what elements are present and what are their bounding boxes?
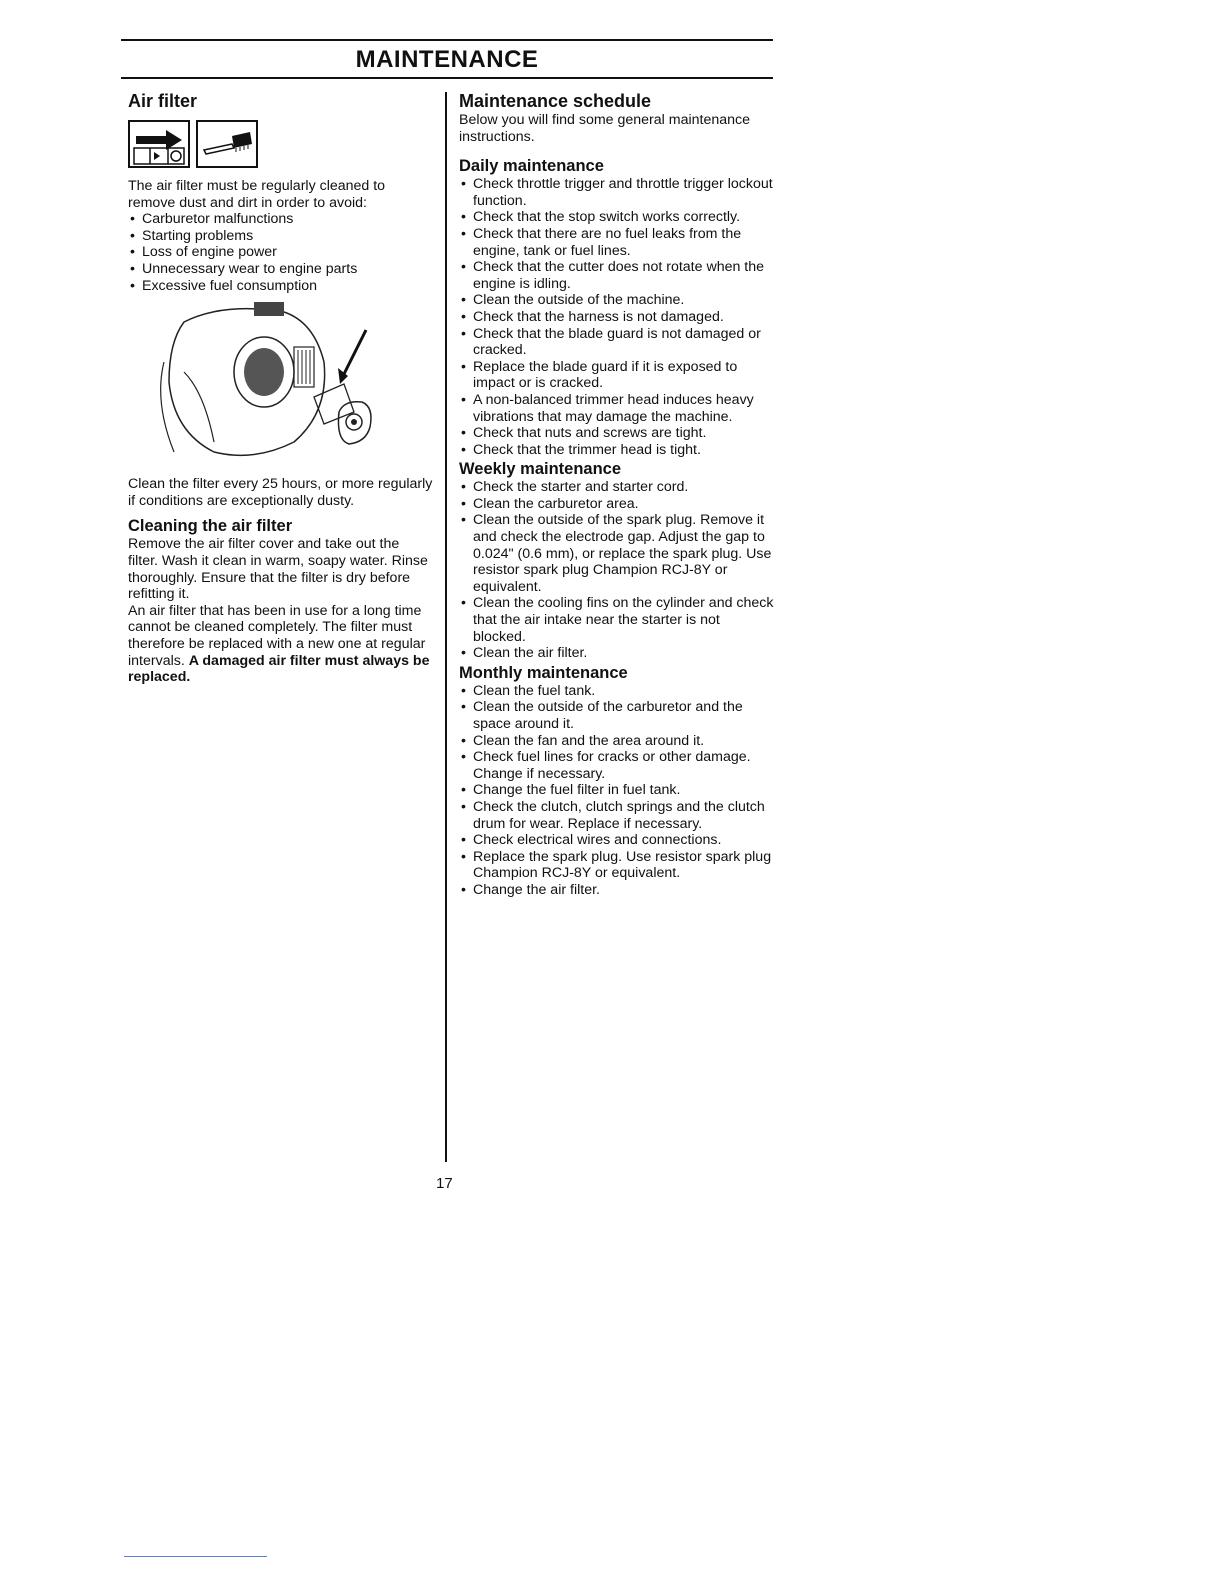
right-column xyxy=(459,90,774,899)
list-item: • Check that the stop switch works correctly. xyxy=(459,209,774,226)
footer-line xyxy=(124,1556,267,1557)
list-item: • Check electrical wires and connections. xyxy=(459,832,774,849)
header-rule-bottom xyxy=(121,77,773,79)
list-item: • Replace the spark plug. Use resistor spark plug Champion RCJ-8Y or equivalent. xyxy=(459,849,774,882)
air-filter-intro: The air filter must be regularly cleaned to remove dust and dirt in order to avoid: xyxy=(128,178,386,211)
cleaning-text: Remove the air filter cover and take out the filter. Wash it clean in warm, soapy water. Rinse thoroughly. Ensure that the filter is dry before refitting it. xyxy=(128,536,428,603)
list-item: • Check that the blade guard is not damaged or cracked. xyxy=(459,326,774,359)
list-item: • Clean the outside of the spark plug. Remove it and check the electrode gap. Adjust the gap to 0.024" (0.6 mm), or replace the spark plug. Use resistor spark plug Champion RCJ-8Y or equivalent. xyxy=(459,512,774,595)
list-item: • Starting problems xyxy=(128,228,433,245)
brush-icon xyxy=(196,120,258,168)
list-item: • Check that the cutter does not rotate when the engine is idling. xyxy=(459,259,774,292)
list-item: • Check that there are no fuel leaks from the engine, tank or fuel lines. xyxy=(459,226,774,259)
avoid-list xyxy=(128,211,433,294)
list-item: • Check throttle trigger and throttle trigger lockout function. xyxy=(459,176,774,209)
daily-list xyxy=(459,176,774,458)
list-item: • Check the clutch, clutch springs and the clutch drum for wear. Replace if necessary. xyxy=(459,799,774,832)
left-column xyxy=(128,90,433,686)
list-item: • Clean the cooling fins on the cylinder and check that the air intake near the starter is not blocked. xyxy=(459,595,774,645)
long-use-text xyxy=(128,603,433,686)
long-use-bold: A damaged air filter must always be replaced. xyxy=(128,652,430,686)
clean-interval-text: Clean the filter every 25 hours, or more regularly if conditions are exceptionally dusty. xyxy=(128,476,433,509)
list-item: • Clean the fan and the area around it. xyxy=(459,733,774,750)
list-item: • Unnecessary wear to engine parts xyxy=(128,261,433,278)
list-item: • Check that the harness is not damaged. xyxy=(459,309,774,326)
arrow-book-icon xyxy=(128,120,190,168)
column-divider xyxy=(445,92,447,1162)
list-item: • Change the air filter. xyxy=(459,882,774,899)
page-title: MAINTENANCE xyxy=(355,46,539,73)
air-filter-illustration xyxy=(144,302,384,472)
list-item: • Clean the outside of the machine. xyxy=(459,292,774,309)
weekly-heading: Weekly maintenance xyxy=(459,460,622,479)
list-item: • Carburetor malfunctions xyxy=(128,211,433,228)
monthly-heading: Monthly maintenance xyxy=(459,663,628,682)
list-item: • Clean the carburetor area. xyxy=(459,496,774,513)
header-rule-top xyxy=(121,39,773,41)
monthly-list xyxy=(459,683,774,899)
cleaning-heading: Cleaning the air filter xyxy=(128,517,293,536)
list-item: • Excessive fuel consumption xyxy=(128,278,433,295)
page-number: 17 xyxy=(436,1175,453,1192)
list-item: • Change the fuel filter in fuel tank. xyxy=(459,782,774,799)
list-item: • Check fuel lines for cracks or other damage. Change if necessary. xyxy=(459,749,774,782)
list-item: • Check that nuts and screws are tight. xyxy=(459,425,774,442)
daily-heading: Daily maintenance xyxy=(459,157,604,176)
list-item: • Replace the blade guard if it is exposed to impact or is cracked. xyxy=(459,359,774,392)
weekly-list xyxy=(459,479,774,662)
list-item: • Clean the outside of the carburetor and the space around it. xyxy=(459,699,774,732)
list-item: • Loss of engine power xyxy=(128,244,433,261)
long-use-regular: An air filter that has been in use for a long time cannot be cleaned completely. The filter must therefore be replaced with a new one at regular intervals. xyxy=(128,602,426,669)
schedule-heading: Maintenance schedule xyxy=(459,91,652,111)
list-item: • A non-balanced trimmer head induces heavy vibrations that may damage the machine. xyxy=(459,392,774,425)
list-item: • Check the starter and starter cord. xyxy=(459,479,774,496)
air-filter-heading: Air filter xyxy=(128,91,198,111)
symbol-icons xyxy=(128,120,433,168)
list-item: • Clean the fuel tank. xyxy=(459,683,774,700)
schedule-intro: Below you will find some general maintenance instructions. xyxy=(459,112,751,145)
list-item: • Clean the air filter. xyxy=(459,645,774,662)
list-item: • Check that the trimmer head is tight. xyxy=(459,442,774,459)
